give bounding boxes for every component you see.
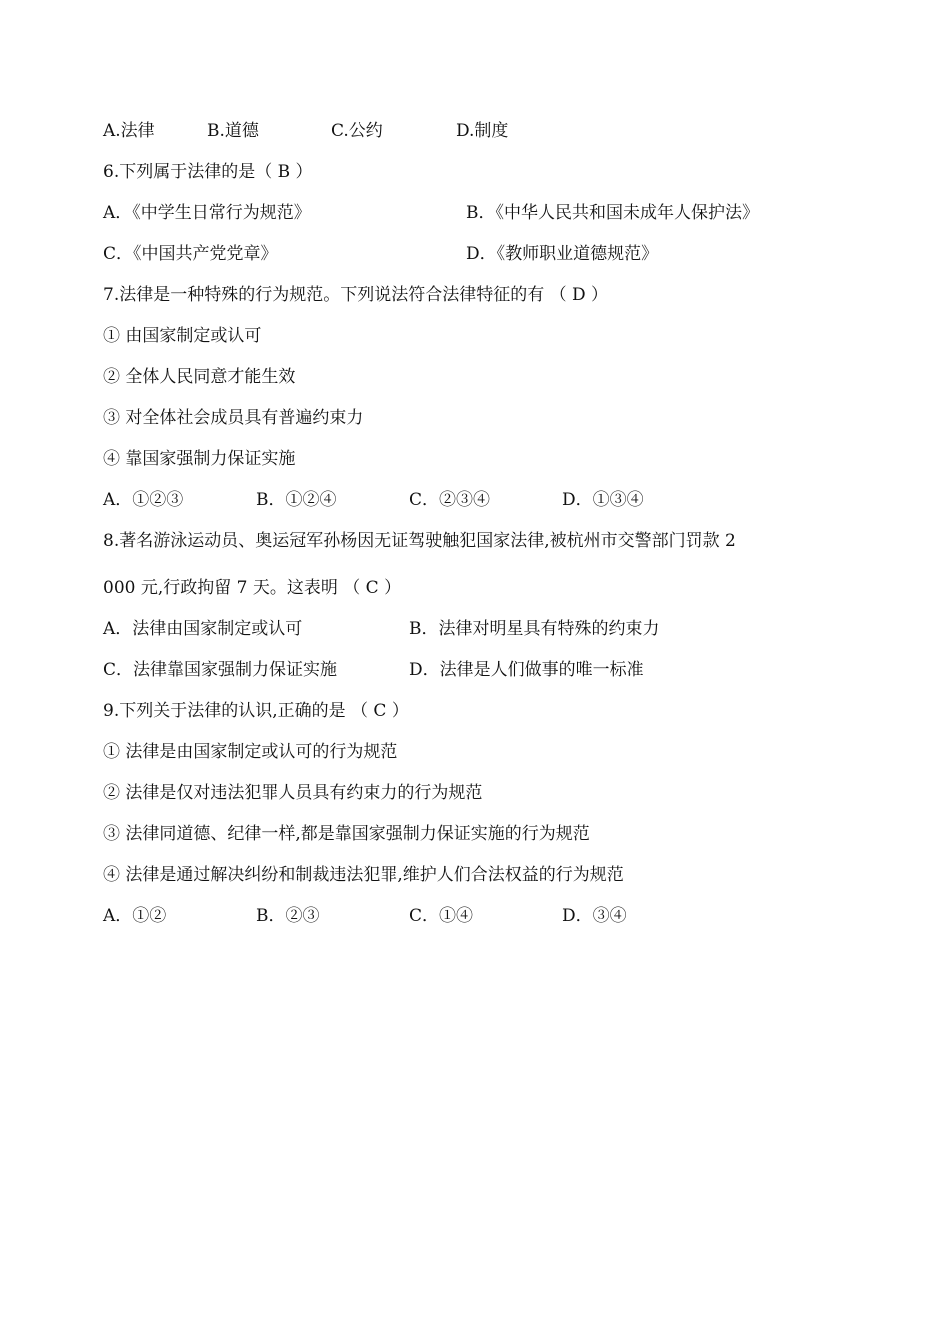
q8-option-c: C．法律靠国家强制力保证实施 (103, 660, 338, 680)
q9-option-d: D．③④ (562, 906, 627, 926)
q7-option-b: B．①②④ (256, 490, 337, 510)
q9-option-b: B．②③ (256, 906, 320, 926)
q5-option-d: D.制度 (456, 121, 509, 141)
q5-option-b: B.道德 (207, 121, 259, 141)
q9-item-2: ② 法律是仅对违法犯罪人员具有约束力的行为规范 (103, 783, 483, 803)
q6-option-d: D．《教师职业道德规范》 (466, 244, 659, 264)
q5-option-c: C.公约 (331, 121, 383, 141)
q9-option-a: A．①② (103, 906, 167, 926)
q6-option-c: C．《中国共产党党章》 (103, 244, 278, 264)
q8-option-d: D．法律是人们做事的唯一标准 (409, 660, 644, 680)
q7-item-1: ① 由国家制定或认可 (103, 326, 262, 346)
q9-option-c: C．①④ (409, 906, 474, 926)
q7-item-2: ② 全体人民同意才能生效 (103, 367, 296, 387)
q6-option-a: A．《中学生日常行为规范》 (103, 203, 311, 223)
q9-item-4: ④ 法律是通过解决纠纷和制裁违法犯罪,维护人们合法权益的行为规范 (103, 865, 624, 885)
q6-option-b: B．《中华人民共和国未成年人保护法》 (466, 203, 759, 223)
q7-item-4: ④ 靠国家强制力保证实施 (103, 449, 296, 469)
q9-stem: 9.下列关于法律的认识,正确的是 （ C ） (103, 701, 409, 721)
q7-option-c: C．②③④ (409, 490, 491, 510)
q7-option-d: D．①③④ (562, 490, 644, 510)
q8-stem-line2: 000 元,行政拘留 7 天。这表明 （ C ） (103, 578, 402, 598)
q9-item-1: ① 法律是由国家制定或认可的行为规范 (103, 742, 398, 762)
q5-option-a: A.法律 (103, 121, 155, 141)
q7-item-3: ③ 对全体社会成员具有普遍约束力 (103, 408, 364, 428)
q7-option-a: A．①②③ (103, 490, 184, 510)
q6-stem: 6.下列属于法律的是（ B ） (103, 162, 313, 182)
q8-option-b: B．法律对明星具有特殊的约束力 (409, 619, 660, 639)
q9-item-3: ③ 法律同道德、纪律一样,都是靠国家强制力保证实施的行为规范 (103, 824, 590, 844)
q8-stem-line1: 8.著名游泳运动员、奥运冠军孙杨因无证驾驶触犯国家法律,被杭州市交警部门罚款 2 (103, 531, 736, 551)
q8-option-a: A．法律由国家制定或认可 (103, 619, 303, 639)
q7-stem: 7.法律是一种特殊的行为规范。下列说法符合法律特征的有 （ D ） (103, 285, 609, 305)
